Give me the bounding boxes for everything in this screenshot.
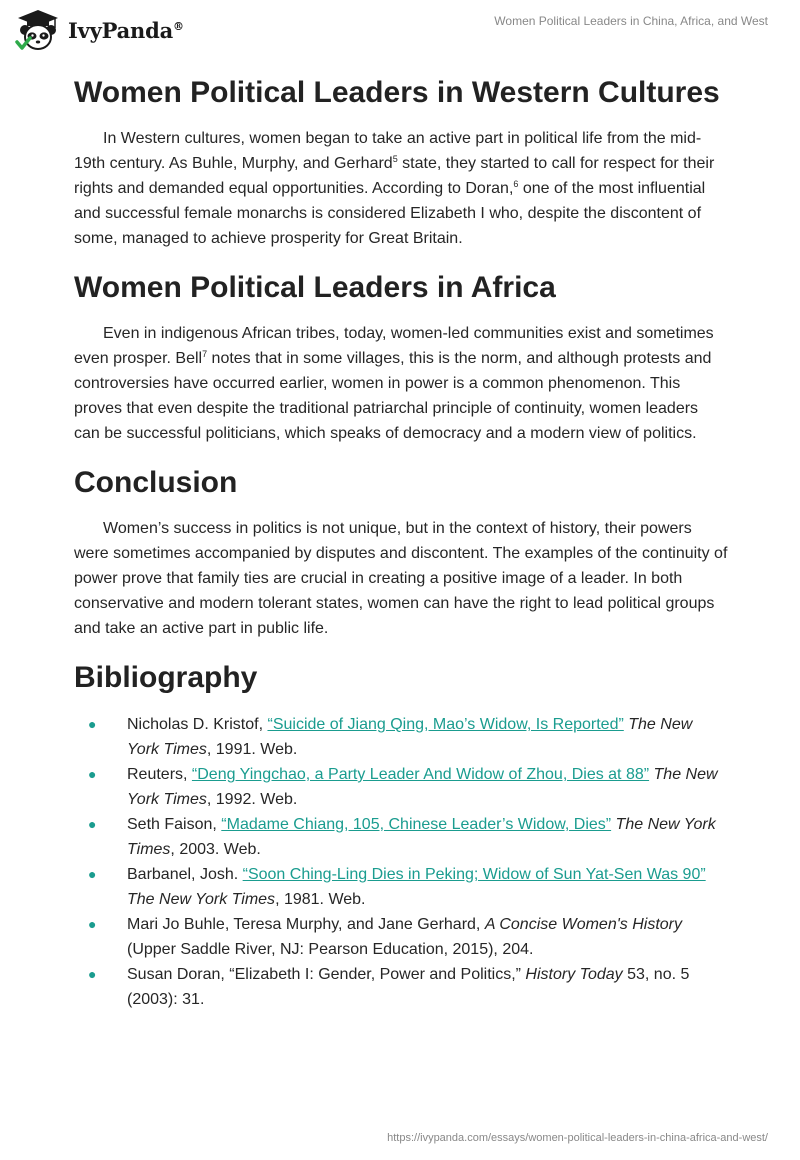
bullet-icon: ● <box>88 766 97 782</box>
source-url[interactable]: https://ivypanda.com/essays/women-political-leaders-in-china-africa-and-west/ <box>387 1132 768 1144</box>
footnote-ref-6[interactable]: 6 <box>513 179 519 189</box>
bibliography-item: ● Nicholas D. Kristof, “Suicide of Jiang Qing, Mao’s Widow, Is Reported” The New York Times, 1991. Web. <box>74 712 728 762</box>
paragraph-africa: Even in indigenous African tribes, today, women-led communities exist and sometimes even prosper. Bell$^7$ notes that in some villages, this is the norm, and although protests and controversies have occurred earlier, women in power is a common phenomenon. This proves that even despite the traditional patriarchal principle of continuity, women leaders can be successful politicians, which speaks of democracy and a modern view of politics. <box>74 325 714 442</box>
panda-graduate-icon <box>14 8 62 52</box>
bibliography-link[interactable]: “Soon Ching-Ling Dies in Peking; Widow of Sun Yat-Sen Was 90” <box>242 866 706 883</box>
bibliography-item: ● Seth Faison, “Madame Chiang, 105, Chinese Leader’s Widow, Dies” The New York Times, 2003. Web. <box>74 812 728 862</box>
brand-logo[interactable] <box>14 8 184 52</box>
paragraph-conclusion: Women’s success in politics is not unique, but in the context of history, their powers were sometimes accompanied by disputes and discontent. The examples of the continuity of power prove that family ties are crucial in creating a positive image of a leader. In both conservative and modern tolerant states, women can have the right to lead political groups and take an active part in public life. <box>74 520 728 637</box>
bibliography-link[interactable]: “Suicide of Jiang Qing, Mao’s Widow, Is Reported” <box>267 716 624 733</box>
section-heading-bibliography: Bibliography <box>74 661 258 694</box>
bullet-icon: ● <box>88 866 97 882</box>
bibliography-link[interactable]: “Deng Yingchao, a Party Leader And Widow of Zhou, Dies at 88” <box>191 766 650 783</box>
section-heading-africa: Women Political Leaders in Africa <box>74 271 556 304</box>
running-title: Women Political Leaders in China, Africa, and West <box>494 14 768 28</box>
bullet-icon: ● <box>88 966 97 982</box>
footnote-ref-7[interactable]: 7 <box>202 349 208 359</box>
brand-name: IvyPanda® <box>68 17 184 43</box>
bibliography-item: ● Reuters, “Deng Yingchao, a Party Leader And Widow of Zhou, Dies at 88” The New York Times, 1992. Web. <box>74 762 728 812</box>
bullet-icon: ● <box>88 916 97 932</box>
bibliography-list <box>74 712 728 1012</box>
bullet-icon: ● <box>88 716 97 732</box>
section-heading-conclusion: Conclusion <box>74 466 238 499</box>
paragraph-western: In Western cultures, women began to take an active part in political life from the mid-19th century. As Buhle, Murphy, and Gerhard$^5$ state, they started to call for respect for their rights and demanded equal opportunities. According to Doran,$^6$ one of the most influential and successful female monarchs is considered Elizabeth I who, despite the discontent of some, managed to achieve prosperity for Great Britain. <box>74 130 715 247</box>
bibliography-item: ● Mari Jo Buhle, Teresa Murphy, and Jane Gerhard, A Concise Women's History (Upper Saddle River, NJ: Pearson Education, 2015), 204. <box>74 912 728 962</box>
footnote-ref-5[interactable]: 5 <box>392 154 398 164</box>
section-heading-western: Women Political Leaders in Western Cultures <box>74 76 720 109</box>
bibliography-item: ● Barbanel, Josh. “Soon Ching-Ling Dies in Peking; Widow of Sun Yat-Sen Was 90” The New York Times, 1981. Web. <box>74 862 728 912</box>
essay-body <box>74 70 728 1012</box>
bullet-icon: ● <box>88 816 97 832</box>
page-header <box>0 0 800 60</box>
bibliography-item: ● Susan Doran, “Elizabeth I: Gender, Power and Politics,” History Today 53, no. 5 (2003): 31. <box>74 962 728 1012</box>
bibliography-link[interactable]: “Madame Chiang, 105, Chinese Leader’s Widow, Dies” <box>221 816 612 833</box>
